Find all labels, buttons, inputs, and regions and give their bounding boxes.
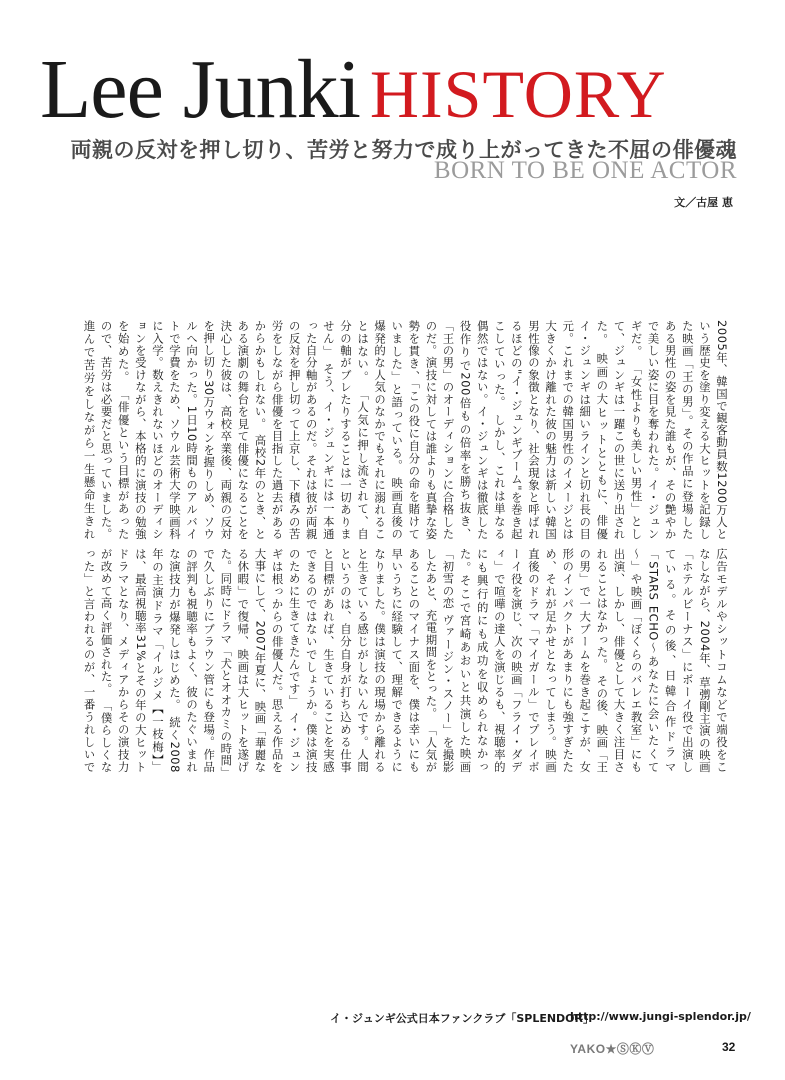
magazine-logo: YAKO★ⓈⓀⓋ	[570, 1042, 655, 1056]
author-credit: 文／古屋 恵	[674, 196, 733, 209]
headline	[40, 43, 760, 136]
subheadline: 両親の反対を押し切り、苦労と努力で成り上がってきた不屈の俳優魂	[70, 138, 737, 162]
article-text-upper: 2005年、韓国で観客動員数1200万人という歴史を塗り変える大ヒットを記録した映画「王の男」。その作品に登場したある男性の姿を見た誰もが、その艶やかで美しい姿に目を奪われた。イ・ジュンギだ。 「女性よりも美しい男性」として、ジュンギは一躍この世に送り出された。 映画の大ヒットとともに、俳優イ・ジュンギは細いラインと切れ長の目元。これまでの韓国男性のイメージとは大きくかけ離れた彼の魅力は新しい韓国男性像の象徴となり、社会現象と呼ばれるほどの"イ・ジュンギブーム"を巻き起こしていった。 しかし、これは単なる偶然ではない。イ・ジュンギは徹底した役作りで200倍もの倍率を勝ち抜き、「王の男」のオーディションに合格したのだ。演技に対しては誰よりも真摯な姿勢を貫き、「この役に自分の命を賭けていました」と語っている。 映画直後の爆発的な人気のなかでもそれに溺れることはない。 「人気に押し流されて、自分の軸がブレたりすることは一切ありません」 そう、イ・ジュンギには一本通った自分軸があるのだ。それは彼が両親の反対を押し切って上京し、下積みの苦労をしながら俳優を目指した過去があるからかもしれない。 高校2年のとき、とある演劇の舞台を見て俳優になることを決心した彼は、高校卒業後、両親の反対を押し切り30万ウォンを握りしめ、ソウルへ向かった。1日10時間ものアルバイトで学費をため、ソウル芸術大学映画科に入学。数えきれないほどのオーディションを受けながら、本格的に演技の勉強を始めた。 「俳優という目標があったので、苦労は必要だと思っていました。進んで苦労をしながら一生懸命生きれ	[82, 320, 729, 540]
headline-name: Lee Junki	[40, 43, 360, 136]
headline-history: HISTORY	[369, 56, 667, 132]
body-text-upper-tier	[66, 320, 730, 540]
fanclub-url-link[interactable]: http://www.jungi-splendor.jp/	[570, 1010, 751, 1023]
tagline: BORN TO BE ONE ACTOR	[433, 157, 737, 184]
article-text-lower: 広告モデルやシットコムなどで端役をこなしながら、2004年、草彅剛主演の映画「ホテルビーナス」にボーイ役で出演している。その後、日韓合作ドラマ「STARS ECHO～あなたに会いたくて～」や映画「ぼくらのバレエ教室」にも出演、しかし、俳優として大きく注目されることはなかった。 その後、映画「王の男」で一大ブームを巻き起こすが、女形のインパクトがあまりにも強すぎたため、それが足かせとなってしまう。映画直後のドラマ「マイガール」でプレイボーイ役を演じ、次の映画「フライ・ダディ」で喧嘩の達人を演じるも、視聴率的にも興行的にも成功を収められなかった。そこで宮崎あおいと共演した映画「初雪の恋 ヴァージン・スノー」を撮影したあと、充電期間をとった。 「人気があることのマイナス面を、僕は幸いにも早いうちに経験して、理解できるようになりました。僕は演技の現場から離れると生きている感じがしないんです。人間というのは、自分自身が打ち込める仕事と目標があれば、生きていることを実感できるのではないでしょうか。僕は演技のために生きてきたんです」 イ・ジュンギは根っからの俳優人だ。思える作品を大事にして、2007年夏に、映画「華麗なる休暇」で復帰、映画は大ヒットを遂げた。同時にドラマ「犬とオオカミの時間」で久しぶりにブラウン管にも登場。作品の評判も視聴率もよく、彼のたぐいまれな演技力が爆発しはじめた。 続く2008年の主演ドラマ「イルジメ【一枝梅】」は、最高視聴率31%とその年の大ヒットドラマとなり、メディアからその演技力が改めて高く評価された。 「僕らしくなった」と言われるのが、一番うれしいで	[82, 548, 729, 773]
body-text-lower-tier	[66, 548, 730, 773]
fanclub-notice: イ・ジュンギ公式日本ファンクラブ「SPLENDOR」	[330, 1012, 595, 1025]
page-number: 32	[722, 1040, 736, 1054]
